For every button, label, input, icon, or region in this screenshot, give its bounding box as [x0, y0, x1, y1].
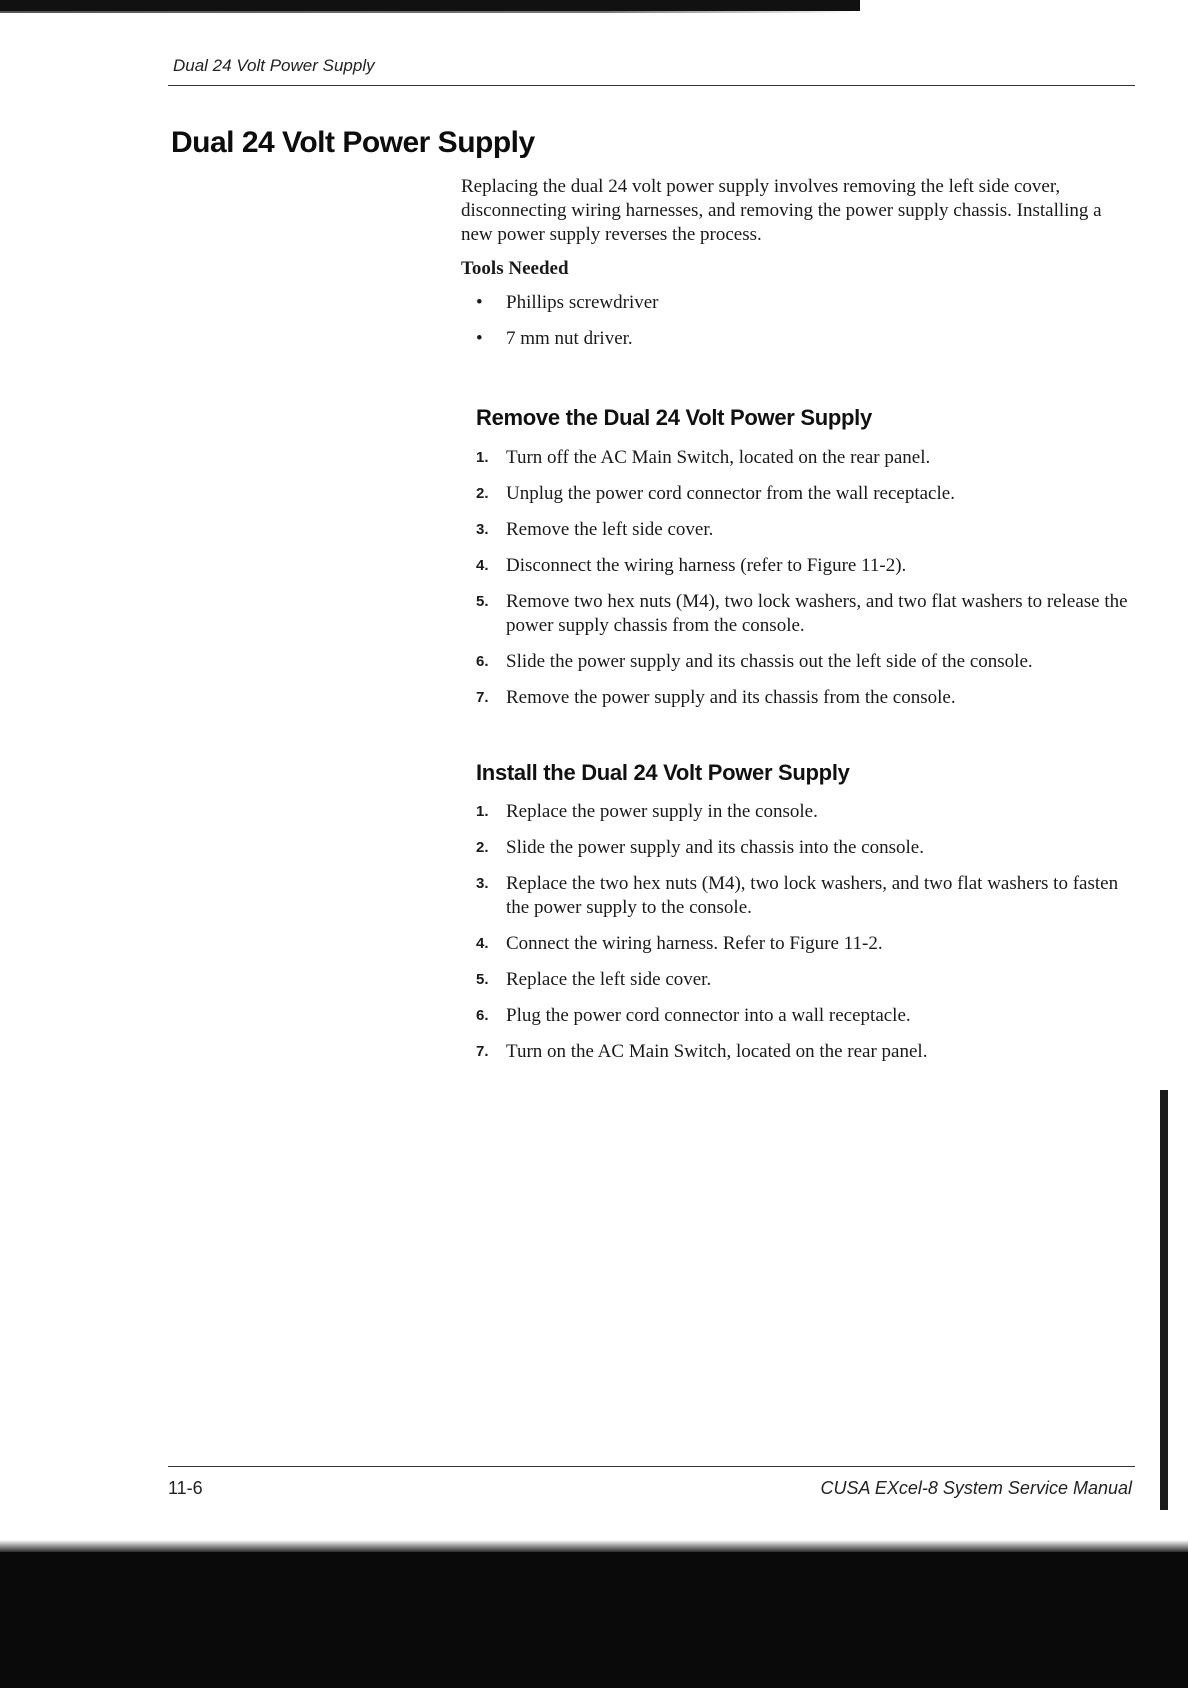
step-text: Unplug the power cord connector from the wall receptacle. — [506, 483, 955, 504]
remove-steps-list — [476, 446, 1136, 722]
scan-right-edge — [1160, 1090, 1168, 1510]
step-text: Replace the power supply in the console. — [506, 801, 818, 822]
bullet-icon: • — [476, 292, 483, 313]
scan-bottom-band — [0, 1552, 1188, 1688]
manual-title: CUSA EXcel-8 System Service Manual — [820, 1478, 1132, 1498]
install-steps-list — [476, 800, 1136, 1076]
step-text: Replace the left side cover. — [506, 969, 712, 990]
step-text: Turn on the AC Main Switch, located on the rear panel. — [506, 1041, 928, 1062]
step-text: Disconnect the wiring harness (refer to Figure 11-2). — [506, 555, 907, 576]
step-text: Remove two hex nuts (M4), two lock washers, and two flat washers to release the power supply chassis from the console. — [506, 591, 1128, 636]
step-number: 2. — [476, 839, 489, 856]
running-header: Dual 24 Volt Power Supply — [173, 56, 375, 75]
step-number: 6. — [476, 653, 489, 670]
scan-top-bar — [0, 0, 860, 11]
step-text: Connect the wiring harness. Refer to Figure 11-2. — [506, 933, 883, 954]
step-item — [476, 872, 1136, 920]
step-item — [476, 800, 1136, 824]
tool-item — [461, 327, 1131, 351]
step-number: 4. — [476, 557, 489, 574]
step-item — [476, 1004, 1136, 1028]
intro-paragraph: Replacing the dual 24 volt power supply involves removing the left side cover, disconnecting wiring harnesses, and removing the power supply chassis. Installing a new power supply reverses the process. — [461, 176, 1102, 245]
step-item — [476, 482, 1136, 506]
step-item — [476, 968, 1136, 992]
header-rule — [168, 85, 1135, 86]
step-number: 1. — [476, 449, 489, 466]
remove-section-heading: Remove the Dual 24 Volt Power Supply — [476, 405, 872, 430]
step-text: Slide the power supply and its chassis into the console. — [506, 837, 924, 858]
scan-top-bar-edge — [0, 11, 860, 13]
step-item — [476, 836, 1136, 860]
step-item — [476, 932, 1136, 956]
step-text: Remove the power supply and its chassis from the console. — [506, 687, 956, 708]
step-item — [476, 554, 1136, 578]
install-section-heading: Install the Dual 24 Volt Power Supply — [476, 760, 850, 785]
step-item — [476, 590, 1136, 638]
step-item — [476, 686, 1136, 710]
step-item — [476, 518, 1136, 542]
step-item — [476, 446, 1136, 470]
step-text: Replace the two hex nuts (M4), two lock washers, and two flat washers to fasten the power supply to the console. — [506, 873, 1119, 918]
step-number: 7. — [476, 689, 489, 706]
step-number: 3. — [476, 875, 489, 892]
bullet-icon: • — [476, 328, 483, 349]
page-title: Dual 24 Volt Power Supply — [171, 126, 535, 159]
step-number: 6. — [476, 1007, 489, 1024]
step-number: 4. — [476, 935, 489, 952]
step-text: Plug the power cord connector into a wall receptacle. — [506, 1005, 911, 1026]
intro-block — [461, 175, 1131, 363]
step-text: Turn off the AC Main Switch, located on the rear panel. — [506, 447, 931, 468]
step-number: 5. — [476, 593, 489, 610]
tool-label: Phillips screwdriver — [506, 292, 659, 313]
tool-label: 7 mm nut driver. — [506, 328, 633, 349]
step-number: 7. — [476, 1043, 489, 1060]
step-number: 1. — [476, 803, 489, 820]
footer-rule — [168, 1466, 1135, 1467]
page-number: 11-6 — [168, 1478, 203, 1498]
step-item — [476, 650, 1136, 674]
step-text: Slide the power supply and its chassis out the left side of the console. — [506, 651, 1033, 672]
tools-list — [461, 291, 1131, 351]
tools-needed-heading: Tools Needed — [461, 258, 569, 279]
step-number: 2. — [476, 485, 489, 502]
step-item — [476, 1040, 1136, 1064]
step-text: Remove the left side cover. — [506, 519, 714, 540]
tool-item — [461, 291, 1131, 315]
step-number: 3. — [476, 521, 489, 538]
step-number: 5. — [476, 971, 489, 988]
